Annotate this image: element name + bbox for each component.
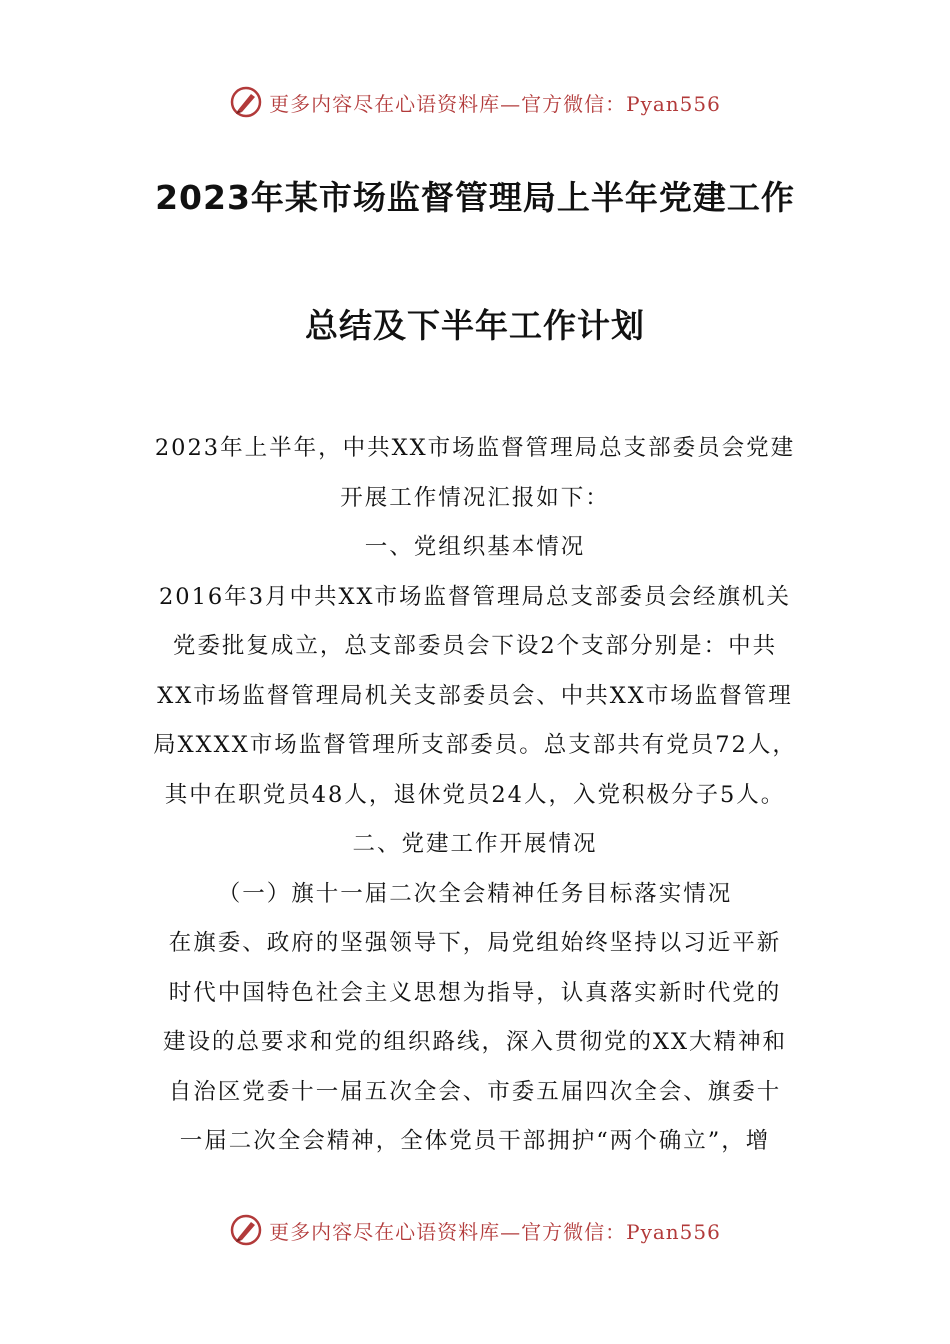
body-line: 局XXXX市场监督管理所支部委员。总支部共有党员72人， xyxy=(153,732,797,758)
watermark-text xyxy=(269,1216,721,1245)
body-line: 党委批复成立，总支部委员会下设2个支部分别是：中共 xyxy=(172,633,778,659)
watermark-wechat: Pyan556 xyxy=(626,1219,721,1244)
pen-logo-icon xyxy=(229,85,263,119)
watermark-text xyxy=(269,88,721,117)
watermark-banner-bottom xyxy=(0,1210,950,1250)
document-body xyxy=(145,424,805,1167)
watermark-wechat: Pyan556 xyxy=(626,91,721,116)
body-line: 时代中国特色社会主义思想为指导，认真落实新时代党的 xyxy=(168,979,782,1006)
watermark-main: 更多内容尽在心语资料库—官方微信： xyxy=(269,1219,627,1244)
section-heading-1: 一、党组织基本情况 xyxy=(364,534,586,560)
body-line: 其中在职党员48人，退休党员24人，入党积极分子5人。 xyxy=(164,781,786,808)
body-line: 2023年上半年，中共XX市场监督管理局总支部委员会党建 xyxy=(154,435,796,461)
body-line: 自治区党委十一届五次全会、市委五届四次全会、旗委十 xyxy=(168,1078,782,1105)
body-line: 2016年3月中共XX市场监督管理局总支部委员会经旗机关 xyxy=(158,583,792,610)
watermark-banner-top xyxy=(0,82,950,122)
document-title-line1: 2023年某市场监督管理局上半年党建工作 xyxy=(155,178,795,217)
body-line: 一届二次全会精神，全体党员干部拥护“两个确立”，增 xyxy=(179,1128,771,1154)
watermark-main: 更多内容尽在心语资料库—官方微信： xyxy=(269,91,627,116)
subsection-heading-1: （一）旗十一届二次全会精神任务目标落实情况 xyxy=(217,880,733,907)
section-heading-2: 二、党建工作开展情况 xyxy=(352,831,598,857)
pen-logo-icon xyxy=(229,1213,263,1247)
body-line: 建设的总要求和党的组织路线，深入贯彻党的XX大精神和 xyxy=(162,1029,788,1055)
document-title-line2: 总结及下半年工作计划 xyxy=(305,306,645,345)
body-line: XX市场监督管理局机关支部委员会、中共XX市场监督管理 xyxy=(157,682,793,709)
body-line: 开展工作情况汇报如下： xyxy=(340,484,610,511)
body-line: 在旗委、政府的坚强领导下，局党组始终坚持以习近平新 xyxy=(168,930,782,956)
